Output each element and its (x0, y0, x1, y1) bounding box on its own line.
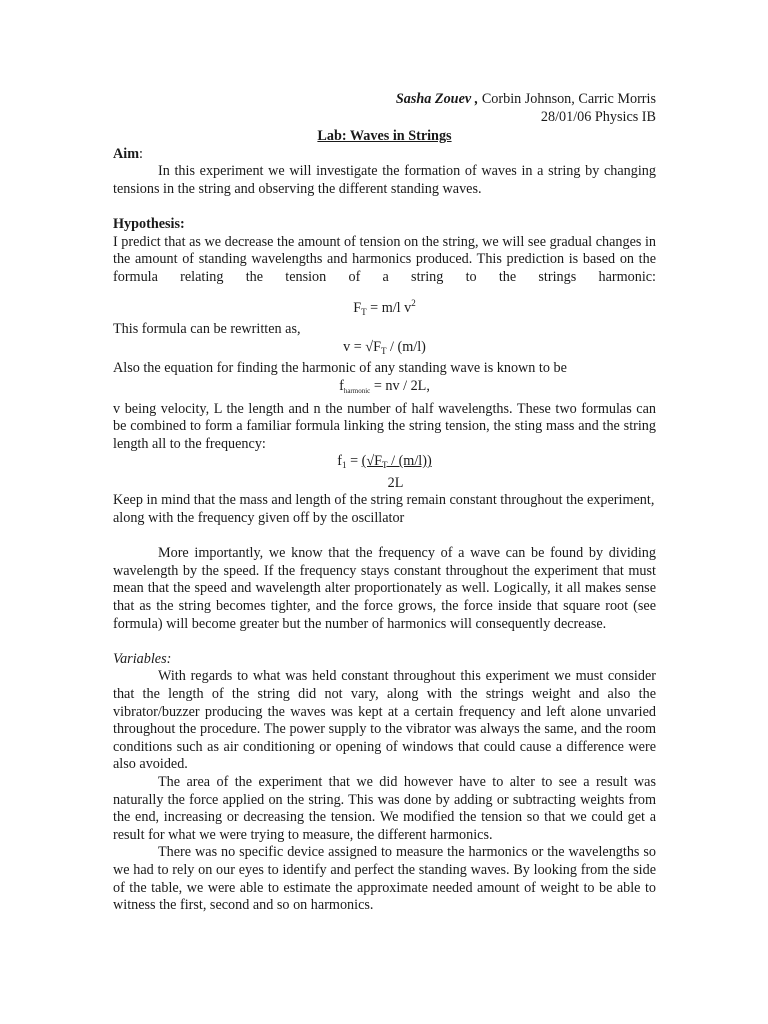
variables-paragraph-1: With regards to what was held constant throughout this experiment we must consider that the length of the string did not vary, along with the strings weight and also the vibrator/buzzer producing the waves was kept at a certain frequency and left alone unvaried throughout the procedure. The power supply to the vibrator was always the same, and the room conditions such as air conditioning or opening of windows that could cause a difference were also avoided. (113, 668, 656, 773)
formula-frequency: $f_1 = (√F_T / (m/l))$ (337, 453, 432, 471)
harmonic-text: Also the equation for finding the harmonic of any standing wave is known to be (113, 360, 567, 377)
formula-frequency-denominator: 2L (387, 474, 404, 491)
document-page (113, 91, 656, 915)
variables-paragraph-2: The area of the experiment that we did however have to alter to see a result was naturally the force applied on the string. This was done by adding or subtracting weights from the end, increasing or decreasing the tension. We modified the tension so that we could get a result for what we were trying to measure, the different harmonics. (113, 773, 656, 843)
aim-text: In this experiment we will investigate the formation of waves in a string by changing tensions in the string and observing the different standing waves. (113, 163, 656, 197)
variables-heading: Variables: (113, 650, 172, 667)
hypothesis-text: I predict that as we decrease the amount of tension on the string, we will see gradual changes in the amount of standing wavelengths and harmonics produced. This prediction is based on the formula relating the tension of a string to the strings harmonic: (113, 233, 656, 285)
document-title: Lab: Waves in Strings (317, 128, 452, 145)
constant-text: Keep in mind that the mass and length of the string remain constant throughout the experiment, along with the frequency given off by the oscillator (113, 492, 655, 527)
date-course-line: 28/01/06 Physics IB (540, 108, 656, 125)
formula-velocity: $v = √F_T / (m/l)$ (343, 338, 426, 356)
variables-paragraph-3: There was no specific device assigned to measure the harmonics or the wavelengths so we had to rely on our eyes to identify and perfect the standing waves. By looking from the side of the table, we were able to estimate the approximate needed amount of weight to be able to witness the first, second and so on harmonics. (113, 844, 656, 914)
formula-harmonic: $f_{harmonic}$ = nv / 2L, (339, 377, 430, 395)
importance-text: More importantly, we know that the frequency of a wave can be found by dividing wavelength by the speed. If the frequency stays constant throughout the experiment that must mean that the speed and wavelength alter proportionately as well. Logically, it all makes sense that as the string becomes tighter, and the force grows, the force inside that square root (see formula) will become greater but the number of harmonics will consequently decrease. (113, 545, 656, 632)
author-name: Sasha Zouev , (395, 91, 479, 107)
velocity-text: v being velocity, L the length and n the number of half wavelengths. These two formulas can be combined to form a familiar formula linking the string tension, the sting mass and the string length all to the frequency: (113, 400, 656, 452)
author-line (113, 91, 656, 109)
coauthors: Corbin Johnson, Carric Morris (478, 91, 656, 107)
hypothesis-heading: Hypothesis: (113, 216, 185, 233)
rewrite-text: This formula can be rewritten as, (113, 321, 301, 338)
formula-tension: $F_T = m/l$ $v^2$ (353, 297, 416, 317)
aim-heading: Aim: (113, 145, 143, 162)
